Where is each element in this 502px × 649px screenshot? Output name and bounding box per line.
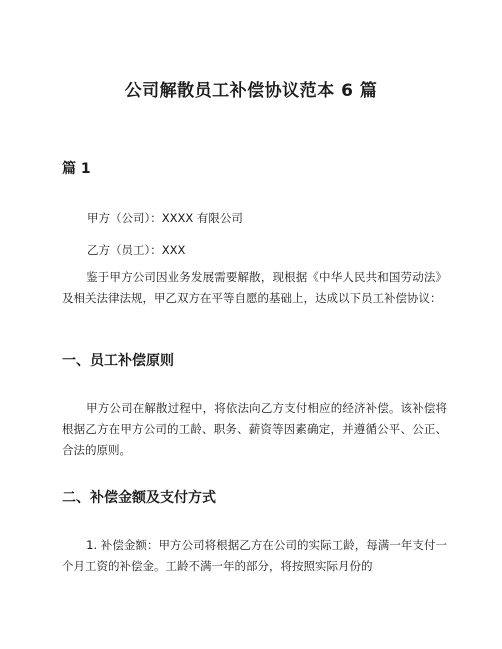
document-title: 公司解散员工补偿协议范本 6 篇 xyxy=(124,81,378,101)
section-2-heading: 二、补偿金额及支付方式 xyxy=(62,490,216,506)
party-b-line: 乙方（员工）：XXX xyxy=(87,243,186,257)
section-1-heading: 一、员工补偿原则 xyxy=(62,353,174,369)
section-2-item-1: 1. 补偿金额：甲方公司将根据乙方在公司的实际工龄，每满一年支付一个月工资的补偿金。工龄不满一年的部分，将按照实际月份的 xyxy=(62,538,447,573)
party-a-line: 甲方（公司）：XXXX 有限公司 xyxy=(87,211,243,225)
part-heading: 篇 1 xyxy=(62,161,91,177)
intro-paragraph: 鉴于甲方公司因业务发展需要解散，现根据《中华人民共和国劳动法》及相关法律法规，甲乙双方在平等自愿的基础上，达成以下员工补偿协议： xyxy=(62,270,447,305)
section-1-paragraph: 甲方公司在解散过程中，将依法向乙方支付相应的经济补偿。该补偿将根据乙方在甲方公司的工龄、职务、薪资等因素确定，并遵循公平、公正、合法的原则。 xyxy=(62,401,447,457)
